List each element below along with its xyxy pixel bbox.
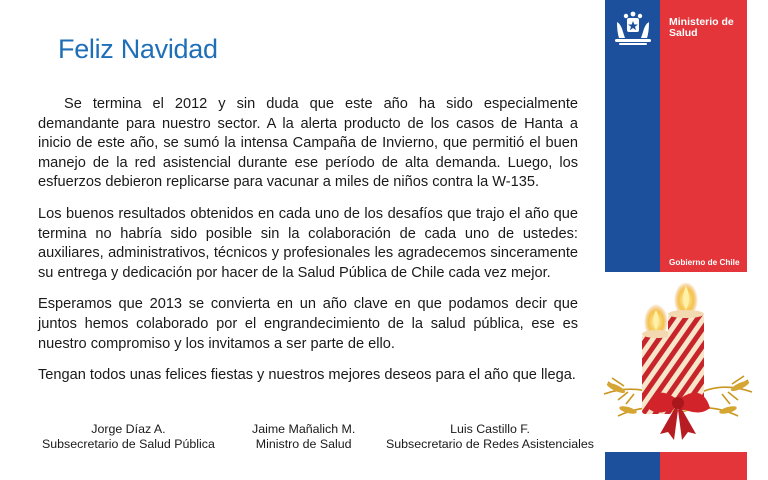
paragraph-3: Esperamos que 2013 se convierta en un año clave en que podamos decir que juntos hemos colaborado por el engrandecimiento de la salud pública, ese es nuestro compromiso y los invitamos a ser parte de ello.: [38, 296, 578, 352]
flag-footer-band: [605, 452, 747, 480]
ministry-name: [669, 17, 734, 39]
flag-red-stripe: [660, 0, 747, 272]
signer-1: [42, 422, 215, 452]
signer-2: [252, 422, 355, 452]
signatures: [30, 422, 600, 456]
paragraph-2: Los buenos resultados obtenidos en cada uno de los desafíos que trajo el año que termina no habría sido posible sin la colaboración de cada uno de ustedes: auxiliares, administrativos, técnicos y profesionales les agradecemos sinceramente su entrega y dedicación por hacer de la Salud Pública de Chile cada vez mejor.: [38, 205, 578, 281]
government-label: Gobierno de Chile: [669, 258, 740, 267]
signer-name: Jorge Díaz A.: [91, 422, 166, 436]
paragraph-4: Tengan todos unas felices fiestas y nuestros mejores deseos para el año que llega.: [38, 367, 576, 384]
flag-blue-stripe: [605, 452, 660, 480]
signer-role: Subsecretario de Redes Asistenciales: [386, 437, 595, 451]
signer-role: Subsecretario de Salud Pública: [42, 437, 215, 451]
signer-name: Luis Castillo F.: [450, 422, 530, 436]
chile-coat-of-arms-icon: [611, 8, 655, 48]
ministry-line-1: Ministerio de: [669, 16, 734, 28]
signer-name: Jaime Mañalich M.: [252, 422, 356, 436]
signer-role: Ministro de Salud: [255, 437, 352, 451]
letter-body: [38, 95, 578, 398]
ministry-line-2: Salud: [669, 27, 698, 39]
page-title: Feliz Navidad: [58, 34, 218, 64]
signer-3: [386, 422, 594, 452]
flag-red-stripe: [660, 452, 747, 480]
ministry-logo-band: [605, 0, 747, 272]
christmas-candles-icon: [598, 282, 758, 450]
paragraph-1: Se termina el 2012 y sin duda que este año ha sido especialmente demandante para nuestro sector. A la alerta producto de los casos de Hanta a inicio de este año, se sumó la intensa Campaña de Invierno, que permitió el buen manejo de la red asistencial durante ese período de alta demanda. Luego, los esfuerzos debieron replicarse para vacunar a miles de niños contra la W-135.: [38, 96, 578, 191]
